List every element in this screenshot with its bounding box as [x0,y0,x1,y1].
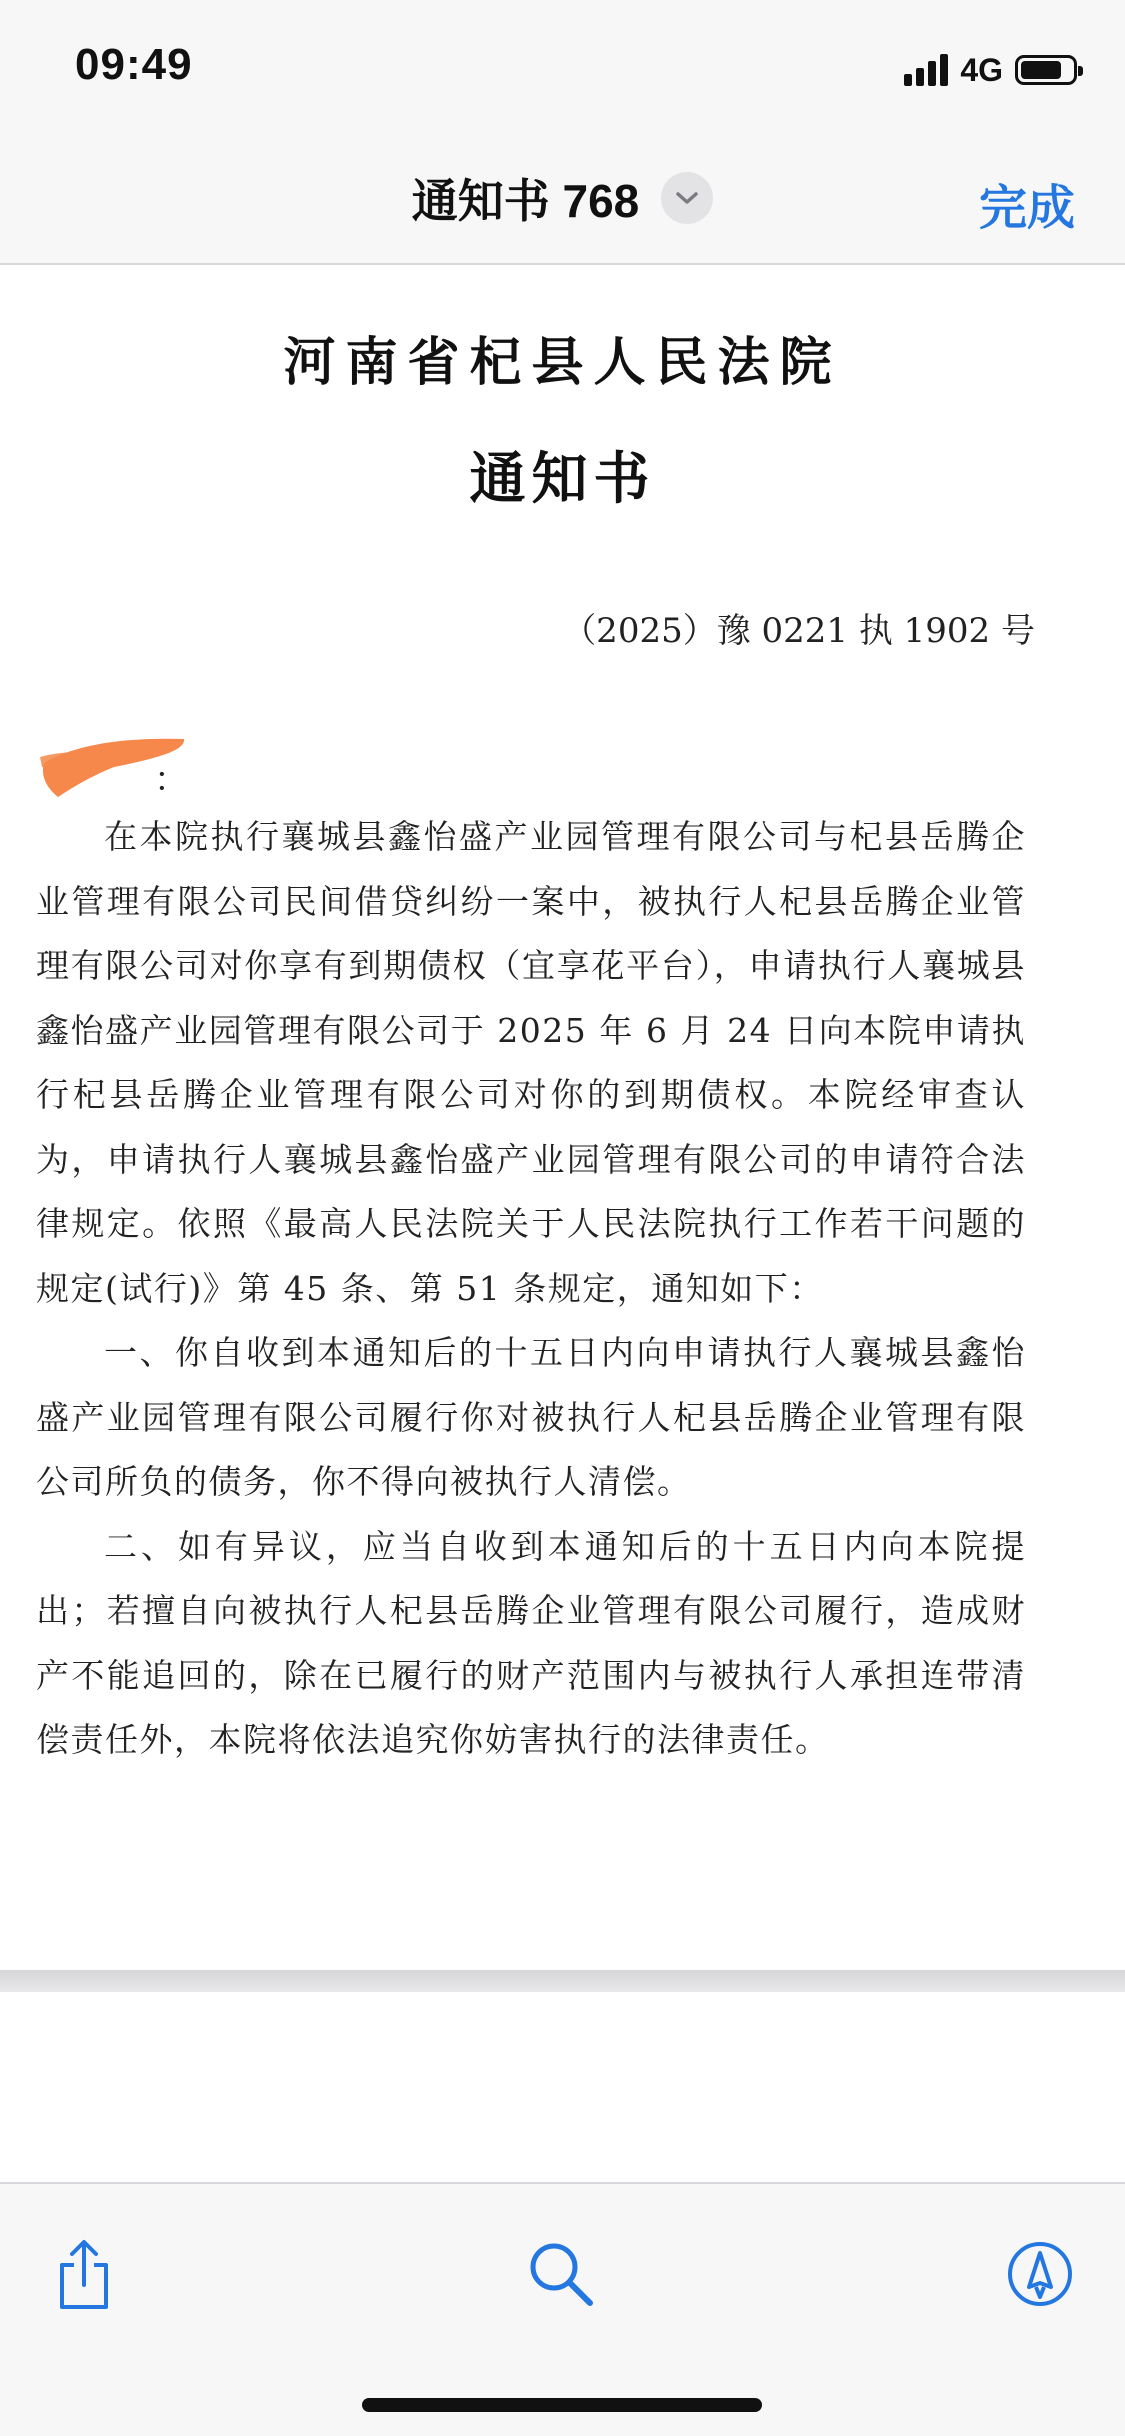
markup-icon [1005,2239,1075,2309]
home-indicator[interactable] [362,2398,762,2412]
search-button[interactable] [521,2234,601,2314]
share-button[interactable] [44,2234,124,2314]
search-icon [526,2239,596,2309]
chevron-down-icon [674,189,700,207]
document-type-heading: 通知书 [469,446,656,512]
status-indicators [904,50,1077,90]
battery-icon [1015,55,1077,85]
document-body [36,805,1026,1773]
case-number: （2025）豫 0221 执 1902 号 [562,611,1035,651]
court-name: 河南省杞县人民法院 [283,332,842,393]
status-time: 09:49 [75,40,193,89]
body-paragraph: 二、如有异议，应当自收到本通知后的十五日内向本院提出；若擅自向被执行人杞县岳腾企业管理有限公司履行，造成财产不能追回的，除在已履行的财产范围内与被执行人承担连带清偿责任外，本院将依法追究你妨害执行的法律责任。 [36,1526,1026,1759]
battery-level [1021,61,1061,79]
next-page[interactable] [0,1992,1125,2182]
addressee: ： [154,760,188,800]
redaction-mark [34,723,194,803]
network-type: 4G [960,51,1003,88]
nav-bar [0,135,1125,265]
body-paragraph: 在本院执行襄城县鑫怡盛产业园管理有限公司与杞县岳腾企业管理有限公司民间借贷纠纷一案中，被执行人杞县岳腾企业管理有限公司对你享有到期债权（宜享花平台），申请执行人襄城县鑫怡盛产业园管理有限公司于 2025 年 6 月 24 日向本院申请执行杞县岳腾企业管理有限公司对你的到期债权。本院经审查认为，申请执行人襄城县鑫怡盛产业园管理有限公司的申请符合法律规定。依照《最高人民法院关于人民法院执行工作若干问题的规定(试行)》第 45 条、第 51 条规定，通知如下： [36,817,1026,1308]
document-title: 通知书 768 [411,175,640,227]
status-bar [0,0,1125,135]
done-button[interactable]: 完成 [978,182,1075,235]
page-separator [0,1970,1125,1992]
document-page[interactable] [0,265,1125,1970]
cellular-signal-icon [904,54,948,86]
document-title-group[interactable] [0,165,1125,231]
markup-button[interactable] [1000,2234,1080,2314]
share-icon [52,2237,116,2311]
body-paragraph: 一、你自收到本通知后的十五日内向申请执行人襄城县鑫怡盛产业园管理有限公司履行你对被执行人杞县岳腾企业管理有限公司所负的债务，你不得向被执行人清偿。 [36,1333,1026,1501]
title-menu-button[interactable] [661,172,713,224]
